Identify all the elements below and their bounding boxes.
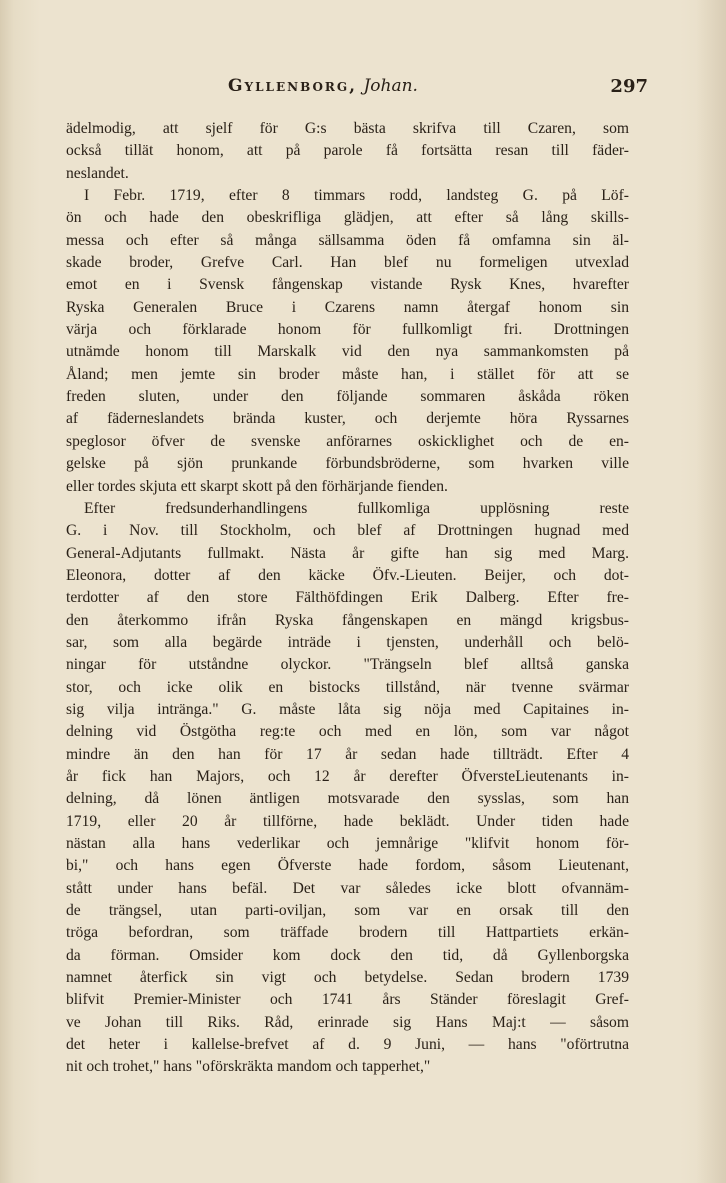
running-head-surname: Gyllenborg,	[228, 76, 358, 96]
text-line: messa och efter så många sällsamma öden få omfamna sin äl-	[66, 231, 629, 249]
text-line: delning vid Östgötha reg:te och med en lön, som var något	[66, 723, 629, 741]
text-line: tröga befordran, som träffade brodern till Hattpartiets erkän-	[66, 924, 629, 942]
text-line: ve Johan till Riks. Råd, erinrade sig Hans Maj:t — såsom	[66, 1013, 629, 1031]
text-line: stått under hans befäl. Det var således icke blott ofvannäm-	[66, 879, 629, 897]
text-line: Efter fredsunderhandlingens fullkomliga upplösning reste	[84, 499, 629, 517]
text-line: emot en i Svensk fångenskap vistande Rysk Knes, hvarefter	[66, 276, 629, 294]
text-line: de trängsel, utan parti-oviljan, som var en orsak till den	[66, 902, 629, 920]
binding-gutter-marks	[2, 180, 14, 740]
text-line: den återkommo ifrån Ryska fångenskapen en mängd krigsbus-	[66, 611, 629, 629]
text-line: terdotter af den store Fälthöfdingen Erik Dalberg. Efter fre-	[66, 589, 629, 607]
page-edge-shadow	[696, 0, 726, 1183]
text-line: skade broder, Grefve Carl. Han blef nu formeligen utvexlad	[66, 254, 629, 272]
running-head	[228, 76, 418, 96]
text-line: bi," och hans egen Öfverste hade fordom, såsom Lieutenant,	[66, 857, 629, 875]
text-line: speglosor öfver de svenske anförarnes oskicklighet och de en-	[66, 432, 629, 450]
text-line: 1719, eller 20 år tillförne, hade beklädt. Under tiden hade	[66, 812, 629, 830]
text-line: år fick han Majors, och 12 år derefter ÖfversteLieutenants in-	[66, 767, 629, 785]
page-header	[64, 76, 654, 102]
text-line: delning, då lönen äntligen motsvarade den sysslas, som han	[66, 790, 629, 808]
text-line: det heter i kallelse-brefvet af d. 9 Juni, — hans "oförtrutna	[66, 1036, 629, 1054]
text-line: Eleonora, dotter af den käcke Öfv.-Lieuten. Beijer, och dot-	[66, 566, 629, 584]
text-line: ädelmodig, att sjelf för G:s bästa skrifva till Czaren, som	[66, 120, 629, 137]
text-line: freden sluten, under den följande sommaren åskåda röken	[66, 388, 629, 406]
text-line: af fäderneslandets brända kuster, och derjemte höra Ryssarnes	[66, 410, 629, 428]
text-line: gelske på sjön prunkande förbundsbröderne, som hvarken ville	[66, 455, 629, 473]
running-head-forename: Johan.	[363, 76, 418, 96]
text-line: sig vilja inträngа." G. måste låta sig nöja med Capitaines in-	[66, 700, 629, 718]
text-line: Åland; men jemte sin broder måste han, i stället för att se	[66, 365, 629, 383]
text-line: sar, som alla begärde inträde i tjensten, underhåll och belö-	[66, 633, 629, 651]
text-line: stor, och icke olik en bistocks tillstånd, när tvenne svärmar	[66, 678, 629, 696]
text-line: da förman. Omsider kom dock den tid, då Gyllenborgska	[66, 946, 629, 964]
text-line: I Febr. 1719, efter 8 timmars rodd, landsteg G. på Löf-	[84, 187, 629, 205]
text-line: blifvit Premier-Minister och 1741 års Ständer föreslagit Gref-	[66, 991, 629, 1009]
text-line: mindre än den han för 17 år sedan hade tillträdt. Efter 4	[66, 745, 629, 763]
text-line: General-Adjutants fullmakt. Nästa år gifte han sig med Marg.	[66, 544, 629, 562]
text-line: Ryska Generalen Bruce i Czarens namn återgaf honom sin	[66, 298, 629, 316]
text-line: värja och förklarade honom för fullkomligt fri. Drottningen	[66, 321, 629, 339]
page-number: 297	[610, 76, 648, 97]
text-line: nit och trohet," hans "oförskräkta mandom och tapperhet,"	[66, 1058, 431, 1076]
text-line: eller tordes skjuta ett skarpt skott på den förhärjande fienden.	[66, 477, 448, 495]
text-line: neslandet.	[66, 164, 129, 182]
text-line: utnämde honom till Marskalk vid den nya sammankomsten på	[66, 343, 629, 361]
body-text	[66, 118, 629, 1079]
text-line: nästan alla hans vederlikar och jemnårige "klifvit honom för-	[66, 835, 629, 852]
text-line: också tillät honom, att på parole få fortsätta resan till fäder-	[66, 142, 629, 160]
text-line: ön och hade den obeskrifliga glädjen, att efter så lång skills-	[66, 209, 629, 227]
text-line: namnet återfick sin vigt och betydelse. Sedan brodern 1739	[66, 969, 629, 987]
text-line: ningar för utståndne olyckor. "Trängseln blef alltså ganska	[66, 656, 629, 674]
text-line: G. i Nov. till Stockholm, och blef af Drottningen hugnad med	[66, 522, 629, 540]
